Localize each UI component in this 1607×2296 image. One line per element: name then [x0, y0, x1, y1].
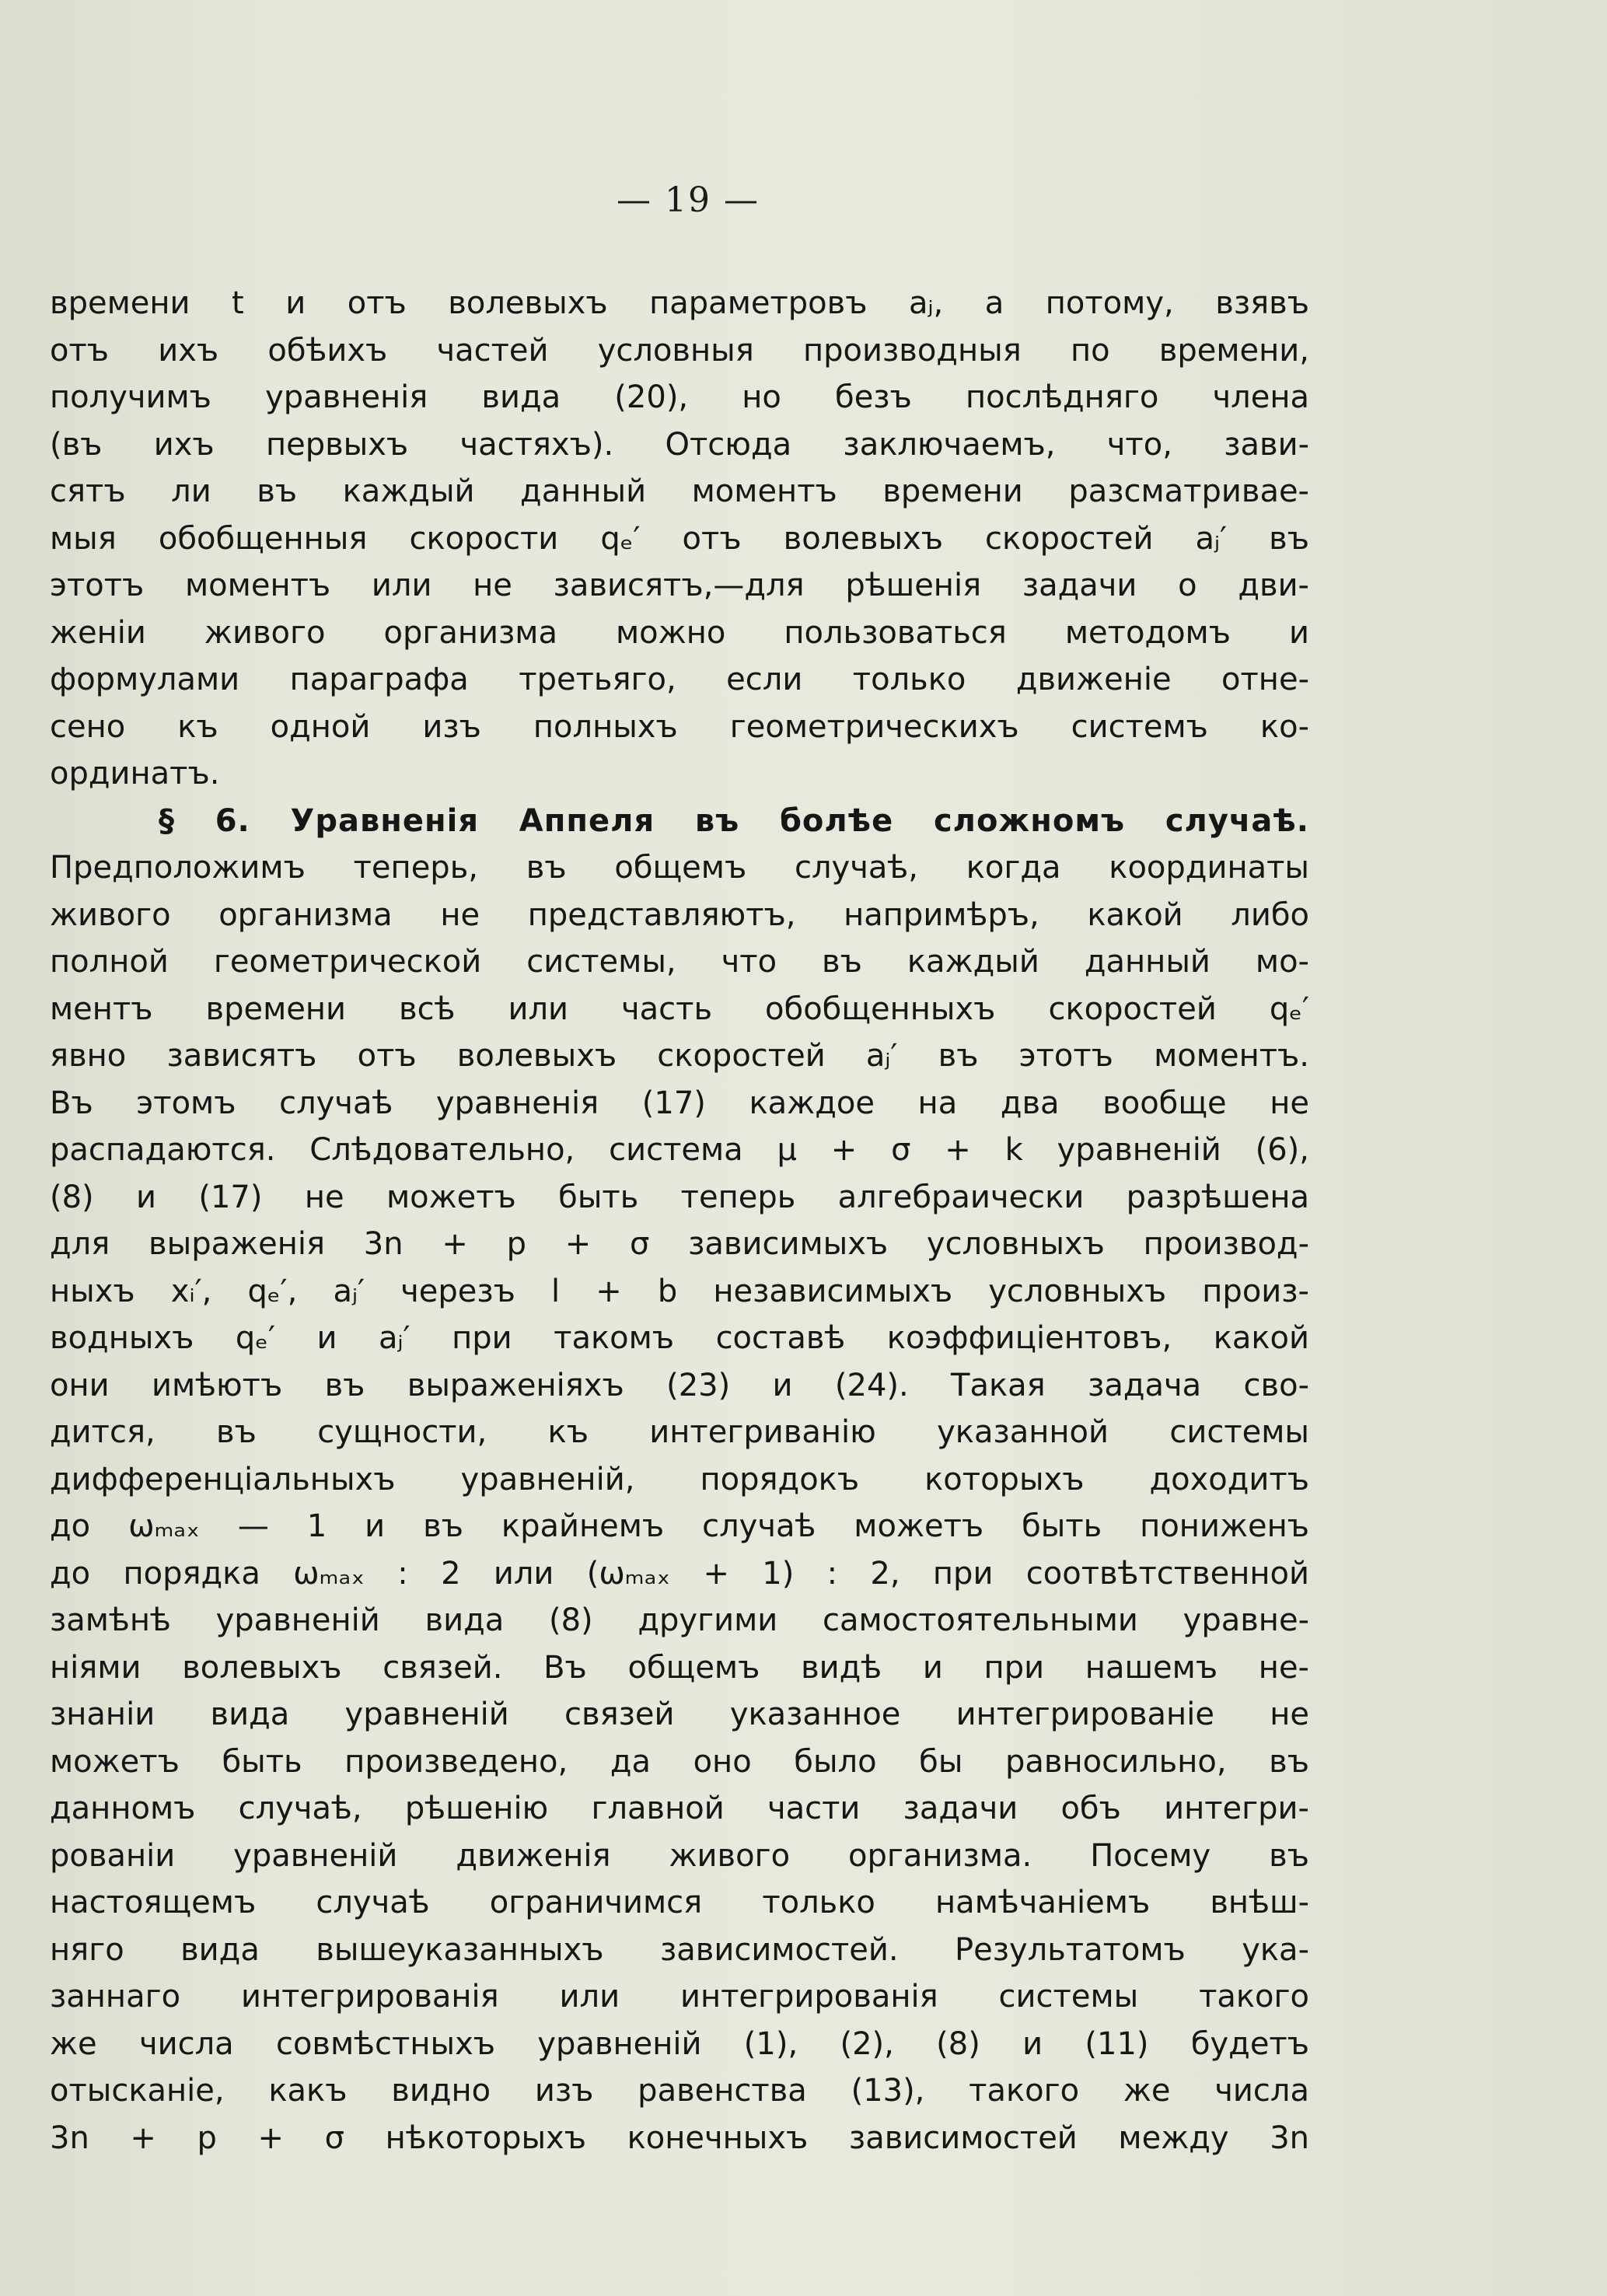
text-line: ніями волевыхъ связей. Въ общемъ видѣ и при нашемъ не-: [50, 1649, 1309, 1686]
text-line: формулами параграфа третьяго, если только движеніе отне-: [50, 662, 1309, 697]
text-line: женіи живого организма можно пользоваться методомъ и: [50, 614, 1309, 651]
text-line: можетъ быть произведено, да оно было бы равносильно, въ: [50, 1743, 1309, 1780]
text-line: времени t и отъ волевыхъ параметровъ aⱼ, а потому, взявъ: [50, 285, 1309, 321]
text-line: няго вида вышеуказанныхъ зависимостей. Результатомъ ука-: [50, 1931, 1309, 1968]
text-line: получимъ уравненія вида (20), но безъ послѣдняго члена: [50, 379, 1309, 415]
text-line: отысканіе, какъ видно изъ равенства (13), такого же числа: [50, 2073, 1309, 2109]
text-line: водныхъ qₑ′ и aⱼ′ при такомъ составѣ коэффиціентовъ, какой: [50, 1320, 1309, 1356]
text-line: они имѣютъ въ выраженіяхъ (23) и (24). Такая задача сво-: [50, 1367, 1309, 1403]
text-line: Въ этомъ случаѣ уравненія (17) каждое на два вообще не: [50, 1085, 1309, 1121]
text-line: 3n + p + σ нѣкоторыхъ конечныхъ зависимостей между 3n: [50, 2120, 1309, 2156]
text-line: распадаются. Слѣдовательно, система μ + σ + k уравненій (6),: [50, 1132, 1309, 1168]
text-line: замѣнѣ уравненій вида (8) другими самостоятельными уравне-: [50, 1602, 1309, 1638]
text-line: сятъ ли въ каждый данный моментъ времени разсматривае-: [50, 474, 1309, 509]
text-line: заннаго интегрированія или интегрированія системы такого: [50, 1979, 1309, 2015]
text-line: рованіи уравненій движенія живого организма. Посему въ: [50, 1837, 1309, 1874]
text-line: сено къ одной изъ полныхъ геометрическихъ системъ ко-: [50, 708, 1309, 745]
text-line: (8) и (17) не можетъ быть теперь алгебраически разрѣшена: [50, 1179, 1309, 1215]
section-heading: § 6. Уравненія Аппеля въ болѣе сложномъ случаѣ.: [159, 802, 1309, 839]
text-line: (въ ихъ первыхъ частяхъ). Отсюда заключаемъ, что, зави-: [50, 426, 1309, 463]
text-line: данномъ случаѣ, рѣшенію главной части задачи объ интегри-: [50, 1791, 1309, 1826]
text-line: дифференціальныхъ уравненій, порядокъ которыхъ доходитъ: [50, 1461, 1309, 1497]
text-line: явно зависятъ отъ волевыхъ скоростей aⱼ′ въ этотъ моментъ.: [50, 1038, 1309, 1074]
text-line: этотъ моментъ или не зависятъ,—для рѣшенія задачи о дви-: [50, 568, 1309, 603]
text-line: полной геометрической системы, что въ каждый данный мо-: [50, 944, 1309, 980]
text-line: до ωₘₐₓ — 1 и въ крайнемъ случаѣ можетъ быть пониженъ: [50, 1508, 1309, 1544]
text-line: ординатъ.: [50, 756, 220, 792]
text-line: живого организма не представляютъ, напримѣръ, какой либо: [50, 896, 1309, 933]
text-line: до порядка ωₘₐₓ : 2 или (ωₘₐₓ + 1) : 2, при соотвѣтственной: [50, 1555, 1309, 1592]
text-line: ментъ времени всѣ или часть обобщенныхъ скоростей qₑ′: [50, 991, 1309, 1027]
text-line: для выраженія 3n + p + σ зависимыхъ условныхъ производ-: [50, 1226, 1309, 1262]
text-line: Предположимъ теперь, въ общемъ случаѣ, когда координаты: [50, 850, 1309, 886]
text-line: знаніи вида уравненій связей указанное интегрированіе не: [50, 1697, 1309, 1732]
text-line: отъ ихъ обѣихъ частей условныя производныя по времени,: [50, 332, 1309, 369]
text-line: ныхъ xᵢ′, qₑ′, aⱼ′ черезъ l + b независимыхъ условныхъ произ-: [50, 1273, 1309, 1309]
page-number: — 19 —: [617, 180, 760, 220]
body-text: [50, 280, 1309, 2161]
text-line: настоящемъ случаѣ ограничимся только намѣчаніемъ внѣш-: [50, 1885, 1309, 1920]
text-line: мыя обобщенныя скорости qₑ′ отъ волевыхъ скоростей aⱼ′ въ: [50, 520, 1309, 557]
text-line: дится, въ сущности, къ интегриванію указанной системы: [50, 1414, 1309, 1450]
text-line: же числа совмѣстныхъ уравненій (1), (2), (8) и (11) будетъ: [50, 2025, 1309, 2062]
